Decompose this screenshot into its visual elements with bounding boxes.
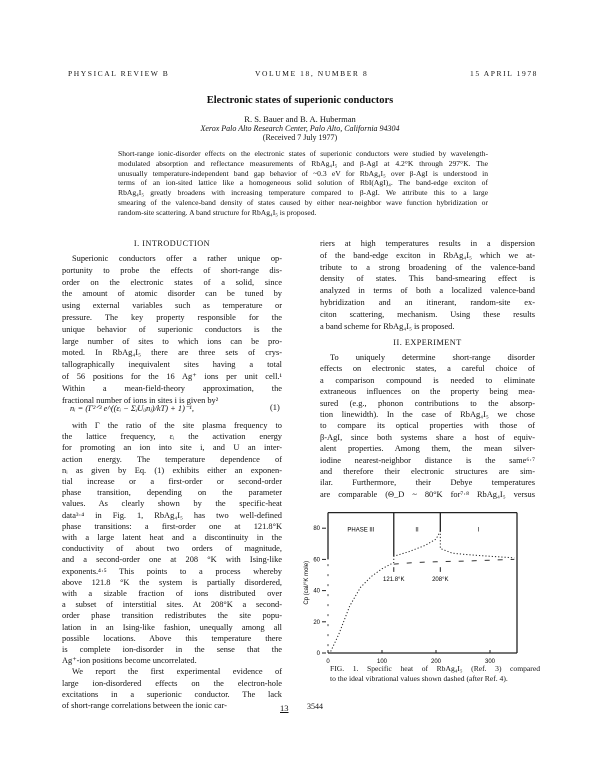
page-number-right: 3544 — [307, 702, 323, 711]
text-line: analyzed in terms of both a localized valence-band — [320, 286, 535, 296]
x-tick-label: 200 — [430, 659, 442, 665]
chart-annotation: 208°K — [432, 577, 449, 584]
text-line: density of states. This band-smearing effect is — [320, 274, 535, 284]
text-line: modulated absorption and reflectance measurements of RbAg₄I₅ and β-AgI at 4.2°K through 297°K. The — [118, 158, 488, 168]
text-line: for promoting an ion into site i, and U an inter- — [62, 443, 282, 453]
text-line: sured (e.g., phonon contributions to the absorp- — [320, 398, 535, 408]
text-line: exponents.⁴·⁵ This points to a process whereby — [62, 566, 282, 576]
text-line: extraneous influences on the property being mea- — [320, 387, 535, 397]
paper-title: Electronic states of superionic conductors — [206, 95, 394, 106]
text-line: iodine nearest-neighbor distance is the same⁶·⁷ — [320, 455, 535, 465]
x-tick-label: 0 — [326, 659, 330, 665]
text-line: random-site scattering. A band structure for RbAg₄I₅ is proposed. — [118, 207, 317, 217]
series-measured — [331, 531, 515, 651]
text-line: citon scattering, mechanism. Using these results — [320, 309, 535, 319]
text-line: of 56 positions for the 16 Ag⁺ ions per unit cell.¹ — [62, 372, 282, 381]
text-line: phase transitions: a first-order one at 121.8°K — [62, 521, 282, 531]
text-line: of the band-edge exciton in RbAg₄I₅ which we at- — [320, 250, 535, 260]
chart-annotation: I — [477, 527, 480, 534]
authors: R. S. Bauer and B. A. Huberman — [244, 114, 356, 124]
text-line: lation in an Ising-like fashion, unequally among all — [62, 622, 282, 632]
text-line: riers at high temperatures results in a dispersion — [320, 239, 535, 248]
text-line: with a sizable fraction of ions distributed over — [62, 589, 282, 598]
text-line: a comparison compound is needed to eliminate — [320, 375, 535, 385]
text-line: is complete ion-disorder in the sense that the — [62, 645, 282, 654]
text-line: phase transition, depending on the parameter — [62, 488, 282, 498]
text-line: the amount of atomic disorder can be tuned by — [62, 289, 282, 299]
text-line: to compare its optical properties with those of — [320, 421, 535, 431]
text-line: using external variables such as temperature or — [62, 301, 282, 311]
text-line: nᵢ as given by Eq. (1) exhibits either an exponen- — [62, 465, 282, 475]
affiliation: Xerox Palo Alto Research Center, Palo Alto, California 94304 — [200, 124, 400, 133]
text-line: and a second-order one at 208 °K with Ising-like — [62, 555, 282, 565]
y-tick-label: 60 — [313, 557, 320, 564]
chart-annotation: PHASE III — [347, 527, 375, 534]
x-tick-label: 100 — [376, 659, 388, 665]
text-line: large number of sites to which ions can be pro- — [62, 336, 282, 346]
text-line: RbAg₄I₅ greatly broadens with increasing temperature compared to β-AgI. We attribute this to a large — [118, 188, 488, 198]
text-line: To uniquely determine short-range disorder — [330, 353, 535, 362]
y-tick-label: 80 — [313, 526, 320, 533]
text-line: large ion-disordered effects on the electron-hole — [62, 678, 282, 688]
text-line: tribute to a strong broadening of the valence-band — [320, 262, 535, 272]
text-line: tion linewidth). In the case of RbAg₄I₅ we chose — [320, 410, 535, 419]
text-line: conductivity of about two orders of magnitude, — [62, 544, 282, 554]
y-axis-label: Cp (cal/°K mole) — [304, 560, 310, 605]
journal-name: PHYSICAL REVIEW B — [68, 69, 170, 78]
text-line: unique behavior of superionic conductors is the — [62, 324, 282, 334]
text-line: order phase transition redistributes the site popu- — [62, 611, 282, 621]
text-line: effects on electronic states, a careful choice of — [320, 364, 535, 374]
text-line: with a large latent heat and a discontinuity in the — [62, 533, 282, 542]
y-tick-label: 40 — [313, 588, 320, 595]
text-line: to the ideal vibrational values shown dashed (after Ref. 4). — [330, 674, 508, 683]
text-line: alent properties. Among them, the mean silver- — [320, 444, 535, 454]
text-line: a subset of interstitial sites. At 208°K a second- — [62, 600, 282, 610]
text-line: and therefore their electronic structures are sim- — [320, 467, 535, 476]
figure-1-chart — [300, 505, 540, 665]
text-line: data³·⁴ in Fig. 1, RbAg₄I₅ has two well-defined — [62, 510, 282, 520]
volume-number: VOLUME 18, NUMBER 8 — [255, 69, 369, 78]
received-date: (Received 7 July 1977) — [262, 133, 338, 142]
y-tick-label: 0 — [316, 651, 320, 657]
page-number-left: 13 — [280, 703, 289, 713]
text-line: Within a mean-field-theory approximation, the — [62, 383, 282, 393]
text-line: excitations in a superionic conductor. The lack — [62, 689, 282, 699]
text-line: tial increase or a first-order or second-order — [62, 477, 282, 486]
equation-number: (1) — [270, 403, 280, 412]
text-line: possible locations. Above this temperature there — [62, 633, 282, 643]
section-heading-introduction: I. INTRODUCTION — [133, 239, 211, 248]
text-line: portunity to probe the effects of short-range dis- — [62, 265, 282, 275]
y-tick-label: 20 — [313, 619, 320, 626]
issue-date: 15 APRIL 1978 — [470, 69, 539, 78]
text-line: with Γ the ratio of the site plasma frequency to — [72, 421, 282, 430]
text-line: fractional number of ions in sites i is given by² — [62, 395, 219, 405]
text-line: moted. In RbAg₄I₅ there are three sets of crys- — [62, 348, 282, 358]
chart-annotation: II — [415, 527, 419, 534]
text-line: unusually temperature-independent band gap behavior of ~0.3 eV for RbAg₄I₅ over β-AgI is understood in — [118, 168, 488, 178]
text-line: ilar. Furthermore, their Debye temperatures — [320, 478, 535, 488]
section-heading-experiment: II. EXPERIMENT — [393, 338, 462, 347]
text-line: action energy. The temperature dependence of — [62, 454, 282, 464]
text-line: FIG. 1. Specific heat of RbAg₄I₅ (Ref. 3) compared — [330, 664, 540, 673]
chart-annotation: 121.8°K — [383, 577, 405, 584]
text-line: order on the electronic states of a solid, since — [62, 277, 282, 287]
text-line: values. As clearly shown by the specific-heat — [62, 499, 282, 509]
text-line: Superionic conductors offer a rather unique op- — [72, 254, 282, 263]
text-line: are comparable (Θ_D ~ 80°K for⁷·⁸ RbAg₄I₅ versus — [320, 489, 535, 499]
series-ideal-dashed — [394, 559, 515, 564]
text-line: Ag⁺-ion positions become uncorrelated. — [62, 656, 197, 666]
equation: nᵢ = (Γ²ᐟ³ e^((εᵢ − ΣⱼUᵢⱼnⱼ)/kT) + 1)⁻¹, — [70, 404, 194, 413]
text-line: the lattice frequency, εᵢ the activation energy — [62, 432, 282, 442]
text-line: of short-range correlations between the ionic car- — [62, 701, 227, 710]
text-line: tallographically inequivalent sites having a total — [62, 360, 282, 370]
text-line: above 121.8 °K the system is partially disordered, — [62, 577, 282, 587]
x-tick-label: 300 — [484, 659, 496, 665]
text-line: terms of an ion-sited lattice like a homogeneous solid solution of RbI(AgI)₄. The band-edge exciton of — [118, 178, 488, 188]
text-line: hybridization and an itinerant, random-site ex- — [320, 298, 535, 307]
text-line: We report the first experimental evidence of — [72, 667, 282, 677]
text-line: Short-range ionic-disorder effects on the electronic states of superionic conductors were studied by wavelength- — [118, 149, 488, 158]
text-line: β-AgI, since both systems share a host of equiv- — [320, 432, 535, 442]
text-line: pressure. The key property responsible for the — [62, 313, 282, 322]
text-line: a band scheme for RbAg₄I₅ is proposed. — [320, 321, 455, 331]
text-line: smearing of the valence-band density of states caused by either near-neighbor wave function hybridization or — [118, 198, 488, 207]
